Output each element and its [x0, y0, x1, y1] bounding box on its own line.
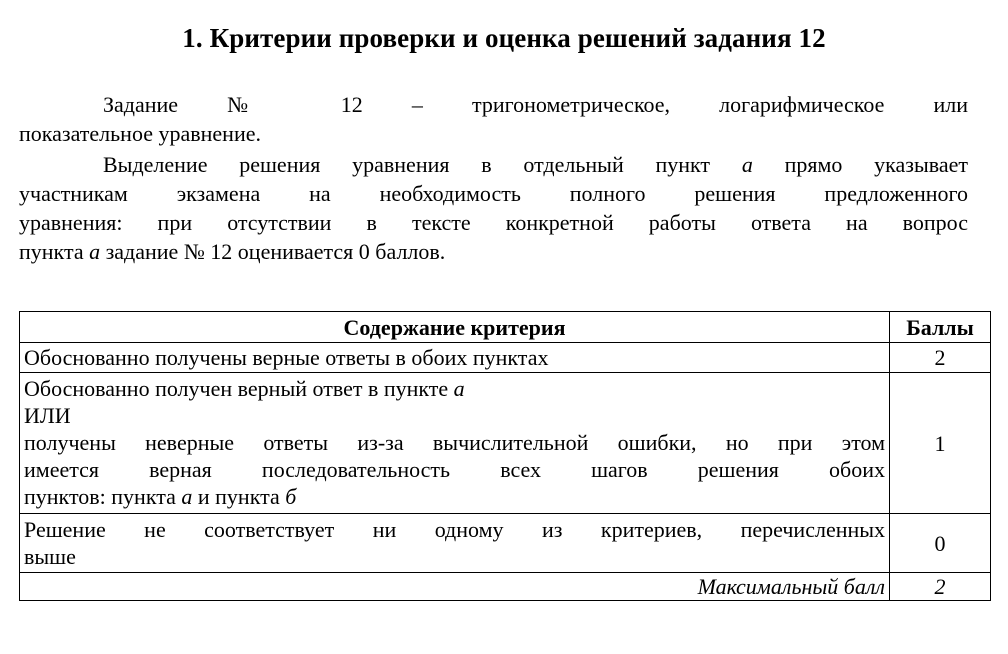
criterion-row2-line5-italic-b: б [285, 484, 297, 509]
criterion-cell-row3 [20, 514, 890, 573]
criterion-row3-line2: выше [24, 544, 76, 569]
header-points: Баллы [890, 312, 991, 343]
points-cell-row2: 1 [890, 373, 991, 514]
criterion-row2-line2: ИЛИ [24, 403, 71, 428]
criterion-text-row1: Обоснованно получены верные ответы в обоих пунктах [24, 345, 549, 370]
criterion-row2-line5-pre: пунктов: пункта [24, 484, 182, 509]
intro-p1-line1-text: Задание № 12 – тригонометрическое, логарифмическое или [103, 92, 968, 117]
intro-paragraph-1-line-1 [19, 90, 968, 119]
points-cell-row3: 0 [890, 514, 991, 573]
section-title: 1. Критерии проверки и оценка решений задания 12 [182, 23, 826, 53]
criterion-cell-row1 [20, 343, 890, 373]
intro-p2-line1-italic: а [741, 152, 753, 177]
criterion-row2-line4: имеется верная последовательность всех шагов решения обоих [24, 457, 886, 482]
criterion-row2-line1 [24, 375, 885, 402]
table-row-max [20, 573, 991, 601]
table-header-row [20, 312, 991, 343]
max-score-value: 2 [890, 573, 991, 601]
intro-p2-line4-italic: а [89, 239, 101, 264]
table-row [20, 343, 991, 373]
intro-paragraph-2-line-2: участникам экзамена на необходимость полного решения предложенного [19, 181, 968, 206]
criterion-row2-line5-italic-a: а [181, 484, 193, 509]
intro-paragraph-2 [19, 150, 968, 266]
criterion-row2-line5 [24, 483, 885, 510]
intro-p2-line1-pre: Выделение решения уравнения в отдельный пункт [103, 152, 742, 177]
criterion-row2-line5-mid: и пункта [192, 484, 286, 509]
intro-p2-line4-pre: пункта [19, 239, 90, 264]
intro-paragraph-2-line-1 [19, 150, 968, 179]
table-row [20, 514, 991, 573]
intro-p2-line4-post: задание № 12 оценивается 0 баллов. [100, 239, 446, 264]
max-score-label: Максимальный балл [20, 573, 890, 601]
criterion-cell-row2 [20, 373, 890, 514]
criterion-row2-line1-italic: а [453, 376, 465, 401]
intro-paragraph-2-line-4 [19, 237, 968, 266]
criterion-row2-line1-pre: Обоснованно получен верный ответ в пункте [24, 376, 454, 401]
table-row [20, 373, 991, 514]
header-criterion: Содержание критерия [20, 312, 890, 343]
points-cell-row1: 2 [890, 343, 991, 373]
intro-p2-line1-post: прямо указывает [752, 152, 968, 177]
criterion-row3-line1: Решение не соответствует ни одному из критериев, перечисленных [24, 517, 886, 542]
criteria-table [19, 311, 991, 601]
intro-paragraph-1 [19, 90, 968, 148]
intro-paragraph-2-line-3: уравнения: при отсутствии в тексте конкретной работы ответа на вопрос [19, 210, 968, 235]
criterion-row2-line3: получены неверные ответы из-за вычислительной ошибки, но при этом [24, 430, 886, 455]
intro-paragraph-1-line-2: показательное уравнение. [19, 121, 261, 146]
